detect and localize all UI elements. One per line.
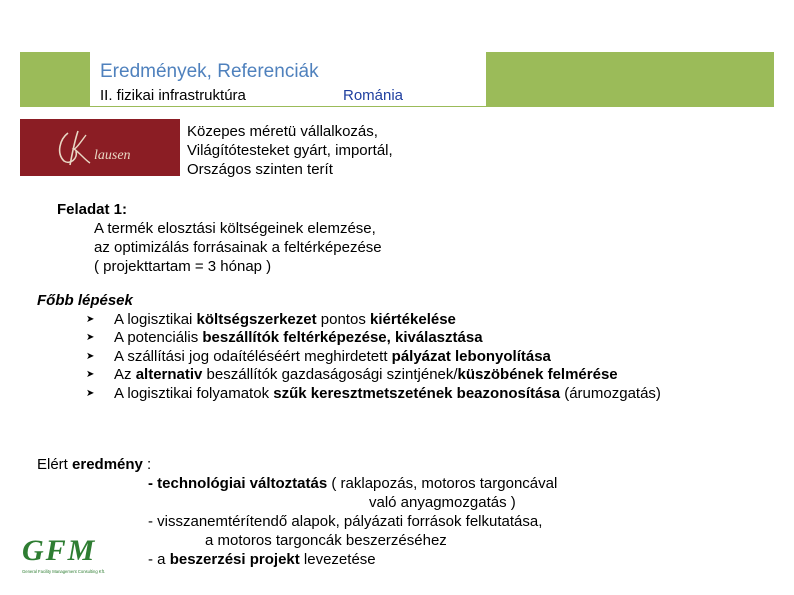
klausen-logo-graphic (20, 119, 180, 176)
result-line5-rest: levezetése (299, 551, 376, 568)
arrowhead-bullet-icon: ➤ (86, 369, 95, 380)
step-text: A szállítási jog odaítéléséért meghirdetett (114, 347, 392, 365)
step-item (37, 329, 661, 348)
step-item (37, 311, 661, 330)
company-desc-line: Országos szinten terít (187, 161, 333, 178)
task-section (57, 200, 382, 276)
header-accent-left (20, 52, 90, 107)
step-text: A logisztikai (114, 310, 197, 328)
result-line: való anyagmozgatás ) (369, 494, 516, 511)
header-accent-right (486, 52, 774, 107)
task-line: az optimizálás forrásainak a feltérképezése (94, 239, 382, 256)
arrowhead-bullet-icon: ➤ (86, 313, 95, 325)
step-text-bold: beszállítók feltérképezése, kiválasztása (202, 329, 483, 346)
arrowhead-bullet-icon: ➤ (86, 332, 95, 343)
result-line5-prefix: - a (148, 551, 170, 568)
task-title: Feladat 1: (57, 201, 128, 218)
result-line1-bold: - technológiai változtatás (148, 475, 328, 492)
steps-list (37, 311, 661, 404)
step-text: A potenciális (114, 329, 203, 346)
result-label-bold: eredmény (72, 456, 143, 473)
step-text: pontos (316, 310, 370, 328)
step-text-bold: küszöbének felmérése (457, 366, 618, 383)
step-text-bold: alternativ (135, 366, 203, 383)
result-line: - visszanemtérítendő alapok, pályázati források felkutatása, (148, 513, 543, 530)
svg-text:General Facility Management Co: General Facility Management Consulting Kft. (22, 569, 106, 574)
step-text: Az (114, 366, 136, 383)
step-item (37, 385, 661, 404)
svg-text:lausen: lausen (94, 148, 131, 163)
svg-text:GFM: GFM (22, 534, 97, 567)
step-item (37, 348, 661, 367)
steps-section (37, 292, 661, 403)
klausen-logo (20, 119, 180, 176)
step-text-bold: költségszerkezet (196, 310, 317, 328)
gfm-logo (20, 532, 124, 576)
result-line: a motoros targoncák beszerzéséhez (205, 532, 447, 549)
step-text-bold: kiértékelése (369, 310, 456, 328)
step-text-bold: szűk keresztmetszetének beazonosítása (273, 384, 561, 402)
steps-title: Főbb lépések (37, 292, 133, 309)
slide-title: Eredmények, Referenciák (100, 61, 319, 82)
company-desc-line: Közepes méretü vállalkozás, (187, 123, 378, 140)
step-text: A logisztikai folyamatok (114, 384, 274, 402)
step-text: (árumozgatás) (560, 384, 661, 402)
result-line1-rest: ( raklapozás, motoros targoncával (327, 475, 558, 492)
company-description (187, 122, 393, 179)
result-line5-bold: beszerzési projekt (169, 551, 300, 568)
step-item (37, 366, 661, 385)
task-line: A termék elosztási költségeinek elemzése, (94, 220, 376, 237)
slide-subtitle: II. fizikai infrastruktúra (100, 87, 246, 104)
arrowhead-bullet-icon: ➤ (86, 387, 95, 399)
result-label-suffix: : (142, 456, 152, 473)
task-line: ( projekttartam = 3 hónap ) (94, 258, 272, 275)
result-line (37, 474, 557, 493)
result-label-plain: Elért (37, 456, 73, 473)
step-text-bold: pályázat lebonyolítása (391, 347, 551, 365)
step-text: beszállítók gazdaságosági szintjének/ (202, 366, 458, 383)
result-label (37, 455, 557, 474)
gfm-logo-graphic (20, 532, 124, 576)
arrowhead-bullet-icon: ➤ (86, 350, 95, 362)
country-label: Románia (343, 87, 404, 104)
company-desc-line: Világítótesteket gyárt, importál, (187, 142, 393, 159)
header-divider (90, 106, 486, 107)
